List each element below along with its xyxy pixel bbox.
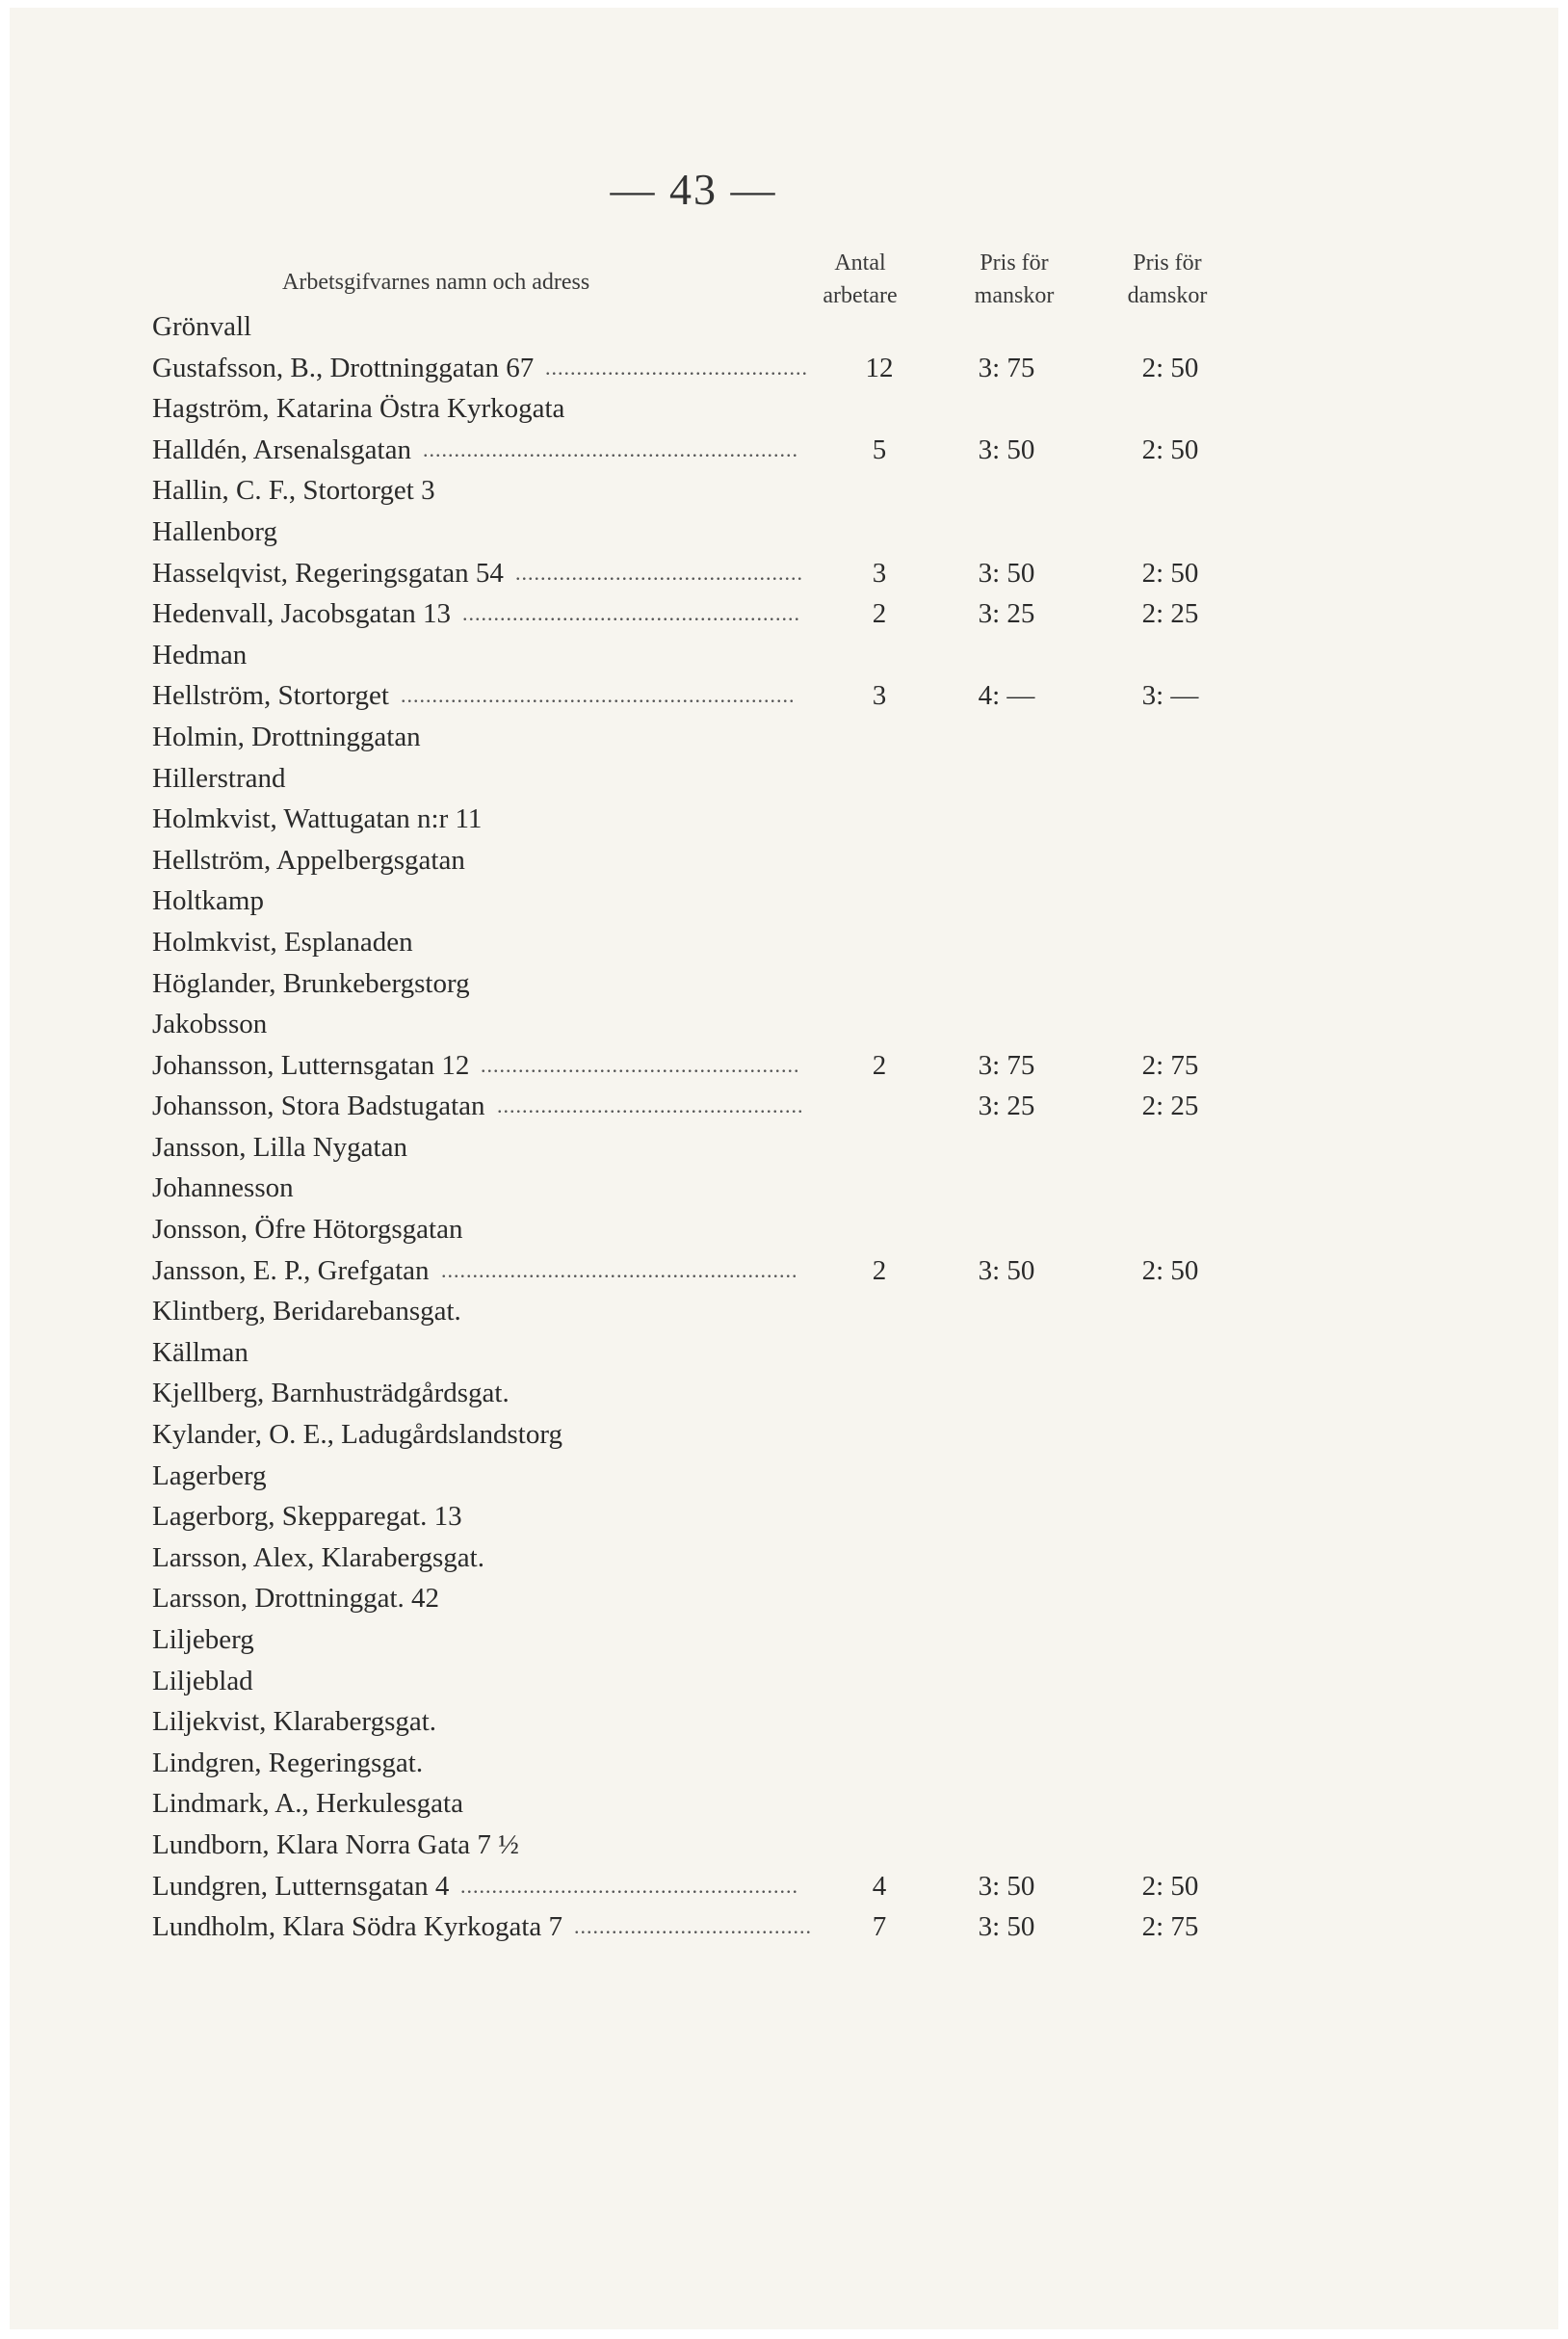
employer-name: Larsson, Alex, Klarabergsgat. bbox=[152, 1541, 484, 1573]
table-row bbox=[152, 1004, 1260, 1045]
women-price: 2: 50 bbox=[1141, 352, 1199, 383]
table-row bbox=[152, 717, 1260, 758]
employer-name: Liljeberg bbox=[152, 1624, 254, 1655]
table-row bbox=[152, 388, 1260, 430]
employer-name: Jakobsson bbox=[152, 1009, 268, 1040]
leader-dots: ...................................................... bbox=[462, 601, 800, 626]
table-row bbox=[152, 1701, 1260, 1743]
table-row bbox=[152, 1045, 1260, 1087]
employer-name: Lagerborg, Skepparegat. 13 bbox=[152, 1501, 462, 1533]
employer-name: Holmkvist, Esplanaden bbox=[152, 926, 413, 958]
employer-name: Jonsson, Öfre Hötorgsgatan bbox=[152, 1214, 463, 1246]
employer-name: Kjellberg, Barnhusträdgårdsgat. bbox=[152, 1378, 510, 1409]
table-row bbox=[152, 1414, 1260, 1456]
table-row bbox=[152, 635, 1260, 676]
leader-dots: ......................................................... bbox=[441, 1257, 798, 1282]
employer-name: Källman bbox=[152, 1336, 248, 1368]
workers-count: 7 bbox=[872, 1911, 887, 1943]
table-row bbox=[152, 593, 1260, 635]
leader-dots: ................................................. bbox=[497, 1093, 804, 1118]
employer-name: Hedenvall, Jacobsgatan 13 bbox=[152, 598, 452, 630]
table-row bbox=[152, 880, 1260, 922]
employer-name: Hellström, Stortorget bbox=[152, 680, 389, 712]
table-row bbox=[152, 675, 1260, 717]
table-row bbox=[152, 1537, 1260, 1579]
table-row bbox=[152, 348, 1260, 389]
employer-name: Hillerstrand bbox=[152, 762, 286, 794]
men-price: 3: 75 bbox=[978, 1049, 1035, 1081]
employer-name: Johannesson bbox=[152, 1172, 294, 1204]
employer-name: Liljeblad bbox=[152, 1665, 253, 1696]
employer-name: Larsson, Drottninggat. 42 bbox=[152, 1583, 440, 1615]
workers-count: 12 bbox=[865, 352, 894, 383]
employer-name: Gustafsson, B., Drottninggatan 67 bbox=[152, 352, 535, 383]
table-row bbox=[152, 1250, 1260, 1292]
header-workers bbox=[797, 247, 923, 312]
header-workers-line1: Antal bbox=[834, 250, 886, 276]
employer-name: Johansson, Stora Badstugatan bbox=[152, 1091, 485, 1122]
employer-name: Halldén, Arsenalsgatan bbox=[152, 434, 411, 465]
table-row bbox=[152, 1743, 1260, 1784]
table-row bbox=[152, 553, 1260, 594]
men-price: 3: 75 bbox=[978, 352, 1035, 383]
workers-count: 4 bbox=[872, 1870, 887, 1902]
table-row bbox=[152, 1825, 1260, 1866]
employer-name: Hallin, C. F., Stortorget 3 bbox=[152, 475, 435, 507]
workers-count: 3 bbox=[872, 680, 887, 712]
table-row bbox=[152, 758, 1260, 800]
employer-name: Lindmark, A., Herkulesgata bbox=[152, 1788, 463, 1820]
women-price: 2: 50 bbox=[1141, 1870, 1199, 1902]
table-row bbox=[152, 1783, 1260, 1825]
employer-name: Höglander, Brunkebergstorg bbox=[152, 967, 470, 999]
employer-name: Lagerberg bbox=[152, 1459, 267, 1491]
women-price: 2: 50 bbox=[1141, 557, 1199, 589]
men-price: 3: 50 bbox=[978, 1870, 1035, 1902]
document-page bbox=[10, 8, 1558, 2329]
workers-count: 3 bbox=[872, 557, 887, 589]
header-workers-line2: arbetare bbox=[823, 283, 898, 308]
table-row bbox=[152, 1168, 1260, 1209]
employer-name: Lundholm, Klara Södra Kyrkogata 7 bbox=[152, 1911, 563, 1943]
leader-dots: ...................................... bbox=[574, 1914, 812, 1939]
employer-name: Kylander, O. E., Ladugårdslandstorg bbox=[152, 1419, 562, 1451]
page-number: — 43 — bbox=[610, 165, 777, 214]
women-price: 2: 75 bbox=[1141, 1049, 1199, 1081]
leader-dots: ............................................................ bbox=[423, 436, 798, 461]
women-price: 2: 50 bbox=[1141, 1254, 1199, 1286]
table-row bbox=[152, 1209, 1260, 1250]
men-price: 3: 25 bbox=[978, 598, 1035, 630]
leader-dots: .............................................. bbox=[515, 560, 803, 585]
table-row bbox=[152, 430, 1260, 471]
header-women-price-line2: damskor bbox=[1127, 283, 1208, 308]
table-row bbox=[152, 1496, 1260, 1537]
employer-name: Klintberg, Beridarebansgat. bbox=[152, 1296, 461, 1327]
employer-name: Holtkamp bbox=[152, 885, 264, 917]
header-men-price bbox=[942, 247, 1086, 312]
men-price: 4: — bbox=[978, 680, 1035, 712]
table-row bbox=[152, 1127, 1260, 1169]
table-row bbox=[152, 1906, 1260, 1948]
table-row bbox=[152, 1866, 1260, 1907]
men-price: 3: 25 bbox=[978, 1091, 1035, 1122]
employer-name: Lindgren, Regeringsgat. bbox=[152, 1747, 424, 1778]
leader-dots: ...................................................... bbox=[460, 1873, 798, 1898]
workers-count: 2 bbox=[872, 598, 887, 630]
table-row bbox=[152, 512, 1260, 553]
employer-name: Holmkvist, Wattugatan n:r 11 bbox=[152, 803, 483, 835]
table-row bbox=[152, 306, 1260, 348]
employer-name: Lundborn, Klara Norra Gata 7 ½ bbox=[152, 1828, 519, 1860]
employer-name: Jansson, Lilla Nygatan bbox=[152, 1131, 407, 1163]
men-price: 3: 50 bbox=[978, 1911, 1035, 1943]
leader-dots: ................................................... bbox=[481, 1052, 800, 1077]
table-row bbox=[152, 1619, 1260, 1661]
table-row bbox=[152, 922, 1260, 963]
table-row bbox=[152, 1291, 1260, 1332]
workers-count: 5 bbox=[872, 434, 887, 465]
header-men-price-line2: manskor bbox=[974, 283, 1055, 308]
table-row bbox=[152, 840, 1260, 881]
employer-name: Lundgren, Lutternsgatan 4 bbox=[152, 1870, 450, 1902]
men-price: 3: 50 bbox=[978, 434, 1035, 465]
men-price: 3: 50 bbox=[978, 1254, 1035, 1286]
employer-name: Holmin, Drottninggatan bbox=[152, 721, 421, 752]
women-price: 2: 25 bbox=[1141, 598, 1199, 630]
header-employer: Arbetsgifvarnes namn och adress bbox=[282, 270, 590, 295]
leader-dots: .......................................... bbox=[545, 355, 808, 380]
women-price: 2: 50 bbox=[1141, 434, 1199, 465]
men-price: 3: 50 bbox=[978, 557, 1035, 589]
header-women-price bbox=[1100, 247, 1235, 312]
employer-list bbox=[152, 306, 1260, 1948]
table-row bbox=[152, 1086, 1260, 1127]
employer-name: Hasselqvist, Regeringsgatan 54 bbox=[152, 557, 504, 589]
leader-dots: ............................................................... bbox=[401, 683, 796, 708]
employer-name: Hallenborg bbox=[152, 515, 277, 547]
employer-name: Hagström, Katarina Östra Kyrkogata bbox=[152, 393, 565, 425]
table-row bbox=[152, 1332, 1260, 1374]
table-row bbox=[152, 470, 1260, 512]
employer-name: Grönvall bbox=[152, 311, 252, 342]
women-price: 2: 25 bbox=[1141, 1091, 1199, 1122]
table-row bbox=[152, 1661, 1260, 1702]
employer-name: Hellström, Appelbergsgatan bbox=[152, 844, 465, 876]
table-row bbox=[152, 1456, 1260, 1497]
header-women-price-line1: Pris för bbox=[1133, 250, 1202, 276]
employer-name: Hedman bbox=[152, 639, 248, 670]
employer-name: Johansson, Lutternsgatan 12 bbox=[152, 1049, 470, 1081]
table-row bbox=[152, 1373, 1260, 1414]
employer-name: Liljekvist, Klarabergsgat. bbox=[152, 1706, 437, 1738]
workers-count: 2 bbox=[872, 1049, 887, 1081]
workers-count: 2 bbox=[872, 1254, 887, 1286]
header-men-price-line1: Pris för bbox=[980, 250, 1049, 276]
employer-name: Jansson, E. P., Grefgatan bbox=[152, 1254, 430, 1286]
table-row bbox=[152, 799, 1260, 840]
women-price: 3: — bbox=[1141, 680, 1199, 712]
table-row bbox=[152, 1578, 1260, 1619]
women-price: 2: 75 bbox=[1141, 1911, 1199, 1943]
table-row bbox=[152, 963, 1260, 1005]
